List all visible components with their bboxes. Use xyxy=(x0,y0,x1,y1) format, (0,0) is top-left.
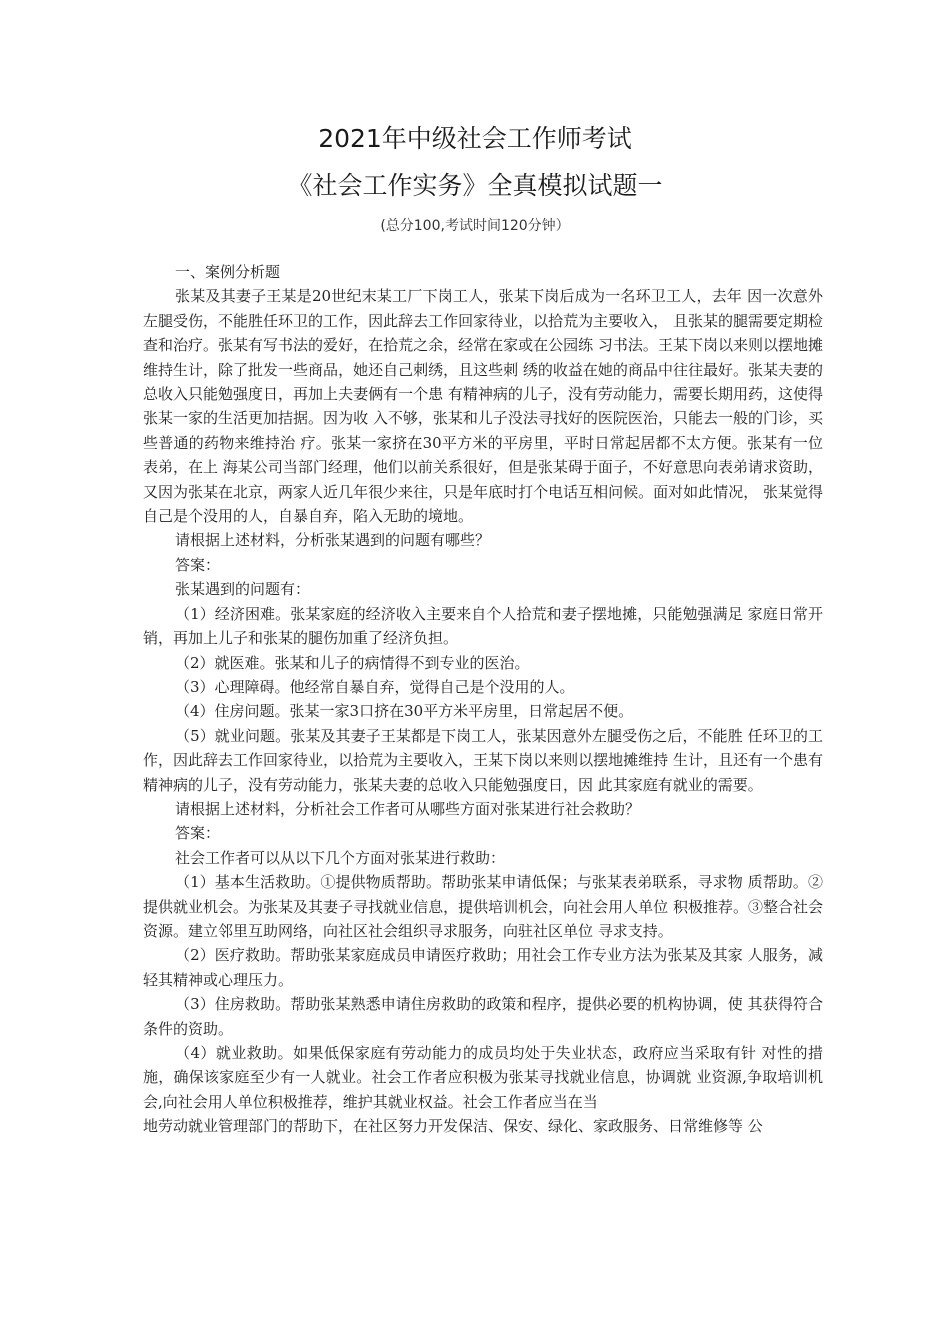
answer-label-2: 答案： xyxy=(175,824,221,843)
answer-2-item: （3）住房救助。帮助张某熟悉申请住房救助的政策和程序，提供必要的机构协调，使 其获得符合条件的资助。 xyxy=(143,995,823,1038)
answer-1-intro: 张某遇到的问题有： xyxy=(175,580,311,599)
question-1: 请根据上述材料，分析张某遇到的问题有哪些？ xyxy=(175,531,491,550)
document-subtitle: (总分100,考试时间120分钟） xyxy=(380,218,570,234)
answer-2-item: （4）就业救助。如果低保家庭有劳动能力的成员均处于失业状态，政府应当采取有针 对性的措施，确保该家庭至少有一人就业。社会工作者应积极为张某寻找就业信息，协调就 业资源,争取培训机会,向社会用人单位积极推荐，维护其就业权益。社会工作者应当在当 xyxy=(143,1044,823,1111)
case-paragraph: 张某及其妻子王某是20世纪末某工厂下岗工人，张某下岗后成为一名环卫工人，去年 因一次意外左腿受伤，不能胜任环卫的工作，因此辞去工作回家待业，以拾荒为主要收入， 且张某的腿需要定期检查和治疗。张某有写书法的爱好，在拾荒之余，经常在家或在公园练 习书法。王某下岗以来则以摆地摊维持生计，除了批发一些商品，她还自己刺绣，且这些刺 绣的收益在她的商品中往往最好。张某夫妻的总收入只能勉强度日，再加上夫妻俩有一个患 有精神病的儿子，没有劳动能力，需要长期用药，这使得张某一家的生活更加拮据。因为收 入不够，张某和儿子没法寻找好的医院医治，只能去一般的门诊，买些普通的药物来维持治 疗。张某一家挤在30平方米的平房里，平时日常起居都不太方便。张某有一位表弟，在上 海某公司当部门经理，他们以前关系很好，但是张某碍于面子，不好意思向表弟请求资助， 又因为张某在北京，两家人近几年很少来往，只是年底时打个电话互相问候。面对如此情况， 张某觉得自己是个没用的人，自暴自弃，陷入无助的境地。 xyxy=(143,287,823,526)
answer-1-item: （1）经济困难。张某家庭的经济收入主要来自个人拾荒和妻子摆地摊，只能勉强满足 家庭日常开销，再加上儿子和张某的腿伤加重了经济负担。 xyxy=(143,604,823,648)
answer-1-item: （4）住房问题。张某一家3口挤在30平方米平房里，日常起居不便。 xyxy=(175,702,634,721)
section-heading: 一、案例分析题 xyxy=(175,263,281,281)
answer-label-1: 答案： xyxy=(175,555,221,574)
answer-1-item: （3）心理障碍。他经常自暴自弃，觉得自己是个没用的人。 xyxy=(175,677,575,696)
trailing-line: 地劳动就业管理部门的帮助下，在社区努力开发保洁、保安、绿化、家政服务、日常维修等 公 xyxy=(143,1117,763,1136)
document-body xyxy=(143,260,823,1139)
answer-2-item: （1）基本生活救助。①提供物质帮助。帮助张某申请低保；与张某表弟联系，寻求物 质帮助。②提供就业机会。为张某及其妻子寻找就业信息，提供培训机会，向社会用人单位 积极推荐。③整合社会资源。建立邻里互助网络，向社区社会组织寻求服务，向驻社区单位 寻求支持。 xyxy=(143,873,823,940)
document-title-line2: 《社会工作实务》全真模拟试题一 xyxy=(287,171,663,200)
answer-2-item: （2）医疗救助。帮助张某家庭成员申请医疗救助；用社会工作专业方法为张某及其家 人服务，减轻其精神或心理压力。 xyxy=(143,946,823,989)
question-2: 请根据上述材料，分析社会工作者可从哪些方面对张某进行社会救助？ xyxy=(175,799,641,818)
answer-1-item: （2）就医难。张某和儿子的病情得不到专业的医治。 xyxy=(175,653,530,672)
answer-2-intro: 社会工作者可以从以下几个方面对张某进行救助： xyxy=(175,848,506,867)
answer-1-item: （5）就业问题。张某及其妻子王某都是下岗工人，张某因意外左腿受伤之后，不能胜 任环卫的工作，因此辞去工作回家待业，以拾荒为主要收入，王某下岗以来则以摆地摊维持 生计，且还有一个患有精神病的儿子，没有劳动能力，张某夫妻的总收入只能勉强度日，因 此其家庭有就业的需要。 xyxy=(143,726,823,794)
document-title-line1: 2021年中级社会工作师考试 xyxy=(318,124,632,153)
